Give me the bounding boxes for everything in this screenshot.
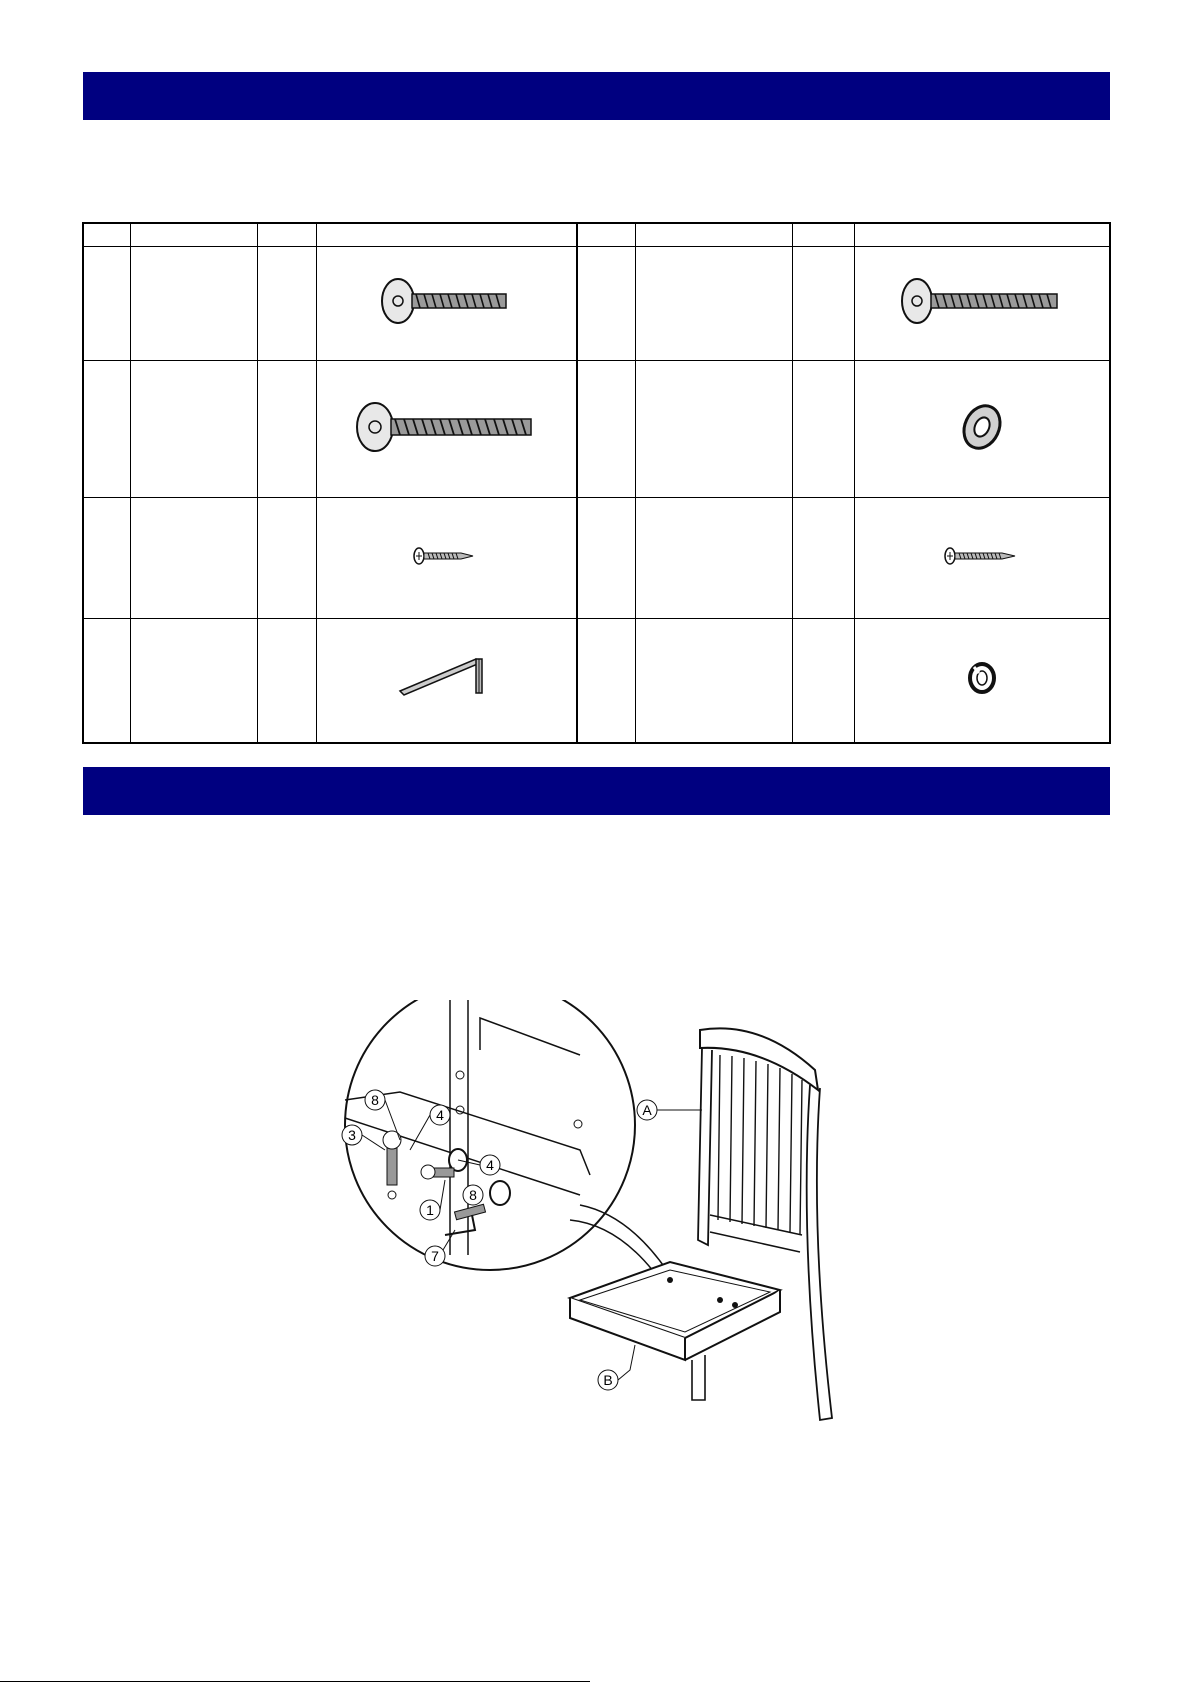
callout-4a: 4: [436, 1107, 444, 1123]
table-cell: [83, 619, 130, 743]
section-header-bar-assembly: [83, 767, 1110, 815]
hex-bolt-large-icon: [316, 361, 577, 498]
header-cell: [83, 223, 130, 247]
table-cell: [792, 361, 854, 498]
table-cell: [130, 247, 257, 361]
header-cell: [257, 223, 316, 247]
table-row: [83, 619, 1110, 743]
header-cell: [130, 223, 257, 247]
table-cell: [130, 361, 257, 498]
header-cell: [854, 223, 1110, 247]
allen-key-icon: [316, 619, 577, 743]
table-cell: [635, 498, 792, 619]
seat-frame-part-b: [570, 1262, 780, 1400]
detail-magnifier: [342, 1000, 635, 1270]
table-cell: [635, 361, 792, 498]
callout-part-a: A: [642, 1102, 652, 1118]
hex-bolt-long-icon: [854, 247, 1110, 361]
header-cell: [792, 223, 854, 247]
table-cell: [257, 361, 316, 498]
table-cell: [257, 498, 316, 619]
table-cell: [130, 619, 257, 743]
flat-washer-icon: [854, 361, 1110, 498]
table-cell: [577, 619, 635, 743]
table-cell: [83, 247, 130, 361]
header-cell: [577, 223, 635, 247]
table-cell: [257, 619, 316, 743]
table-cell: [792, 247, 854, 361]
table-cell: [577, 498, 635, 619]
callout-8b: 8: [469, 1187, 477, 1203]
callout-1: 1: [426, 1202, 434, 1218]
callout-7: 7: [431, 1248, 439, 1264]
header-cell: [316, 223, 577, 247]
table-cell: [257, 247, 316, 361]
table-header-row: [83, 223, 1110, 247]
table-cell: [83, 498, 130, 619]
callout-part-b: B: [603, 1372, 613, 1388]
table-cell: [792, 498, 854, 619]
callout-4b: 4: [486, 1157, 494, 1173]
hex-bolt-medium-icon: [316, 247, 577, 361]
chair-assembly-illustration: [340, 1000, 900, 1490]
table-cell: [635, 619, 792, 743]
footer-rule: [0, 1681, 590, 1682]
wood-screw-long-icon: [854, 498, 1110, 619]
table-cell: [83, 361, 130, 498]
table-cell: [577, 247, 635, 361]
table-cell: [130, 498, 257, 619]
spring-washer-icon: [854, 619, 1110, 743]
header-cell: [635, 223, 792, 247]
table-cell: [635, 247, 792, 361]
table-row: [83, 498, 1110, 619]
wood-screw-short-icon: [316, 498, 577, 619]
callout-3: 3: [348, 1127, 356, 1143]
section-header-bar-hardware: [83, 72, 1110, 120]
table-row: [83, 247, 1110, 361]
hardware-table: [82, 222, 1111, 744]
callout-8a: 8: [371, 1092, 379, 1108]
table-row: [83, 361, 1110, 498]
chair-back-part-a: [637, 1028, 832, 1420]
table-cell: [792, 619, 854, 743]
table-cell: [577, 361, 635, 498]
